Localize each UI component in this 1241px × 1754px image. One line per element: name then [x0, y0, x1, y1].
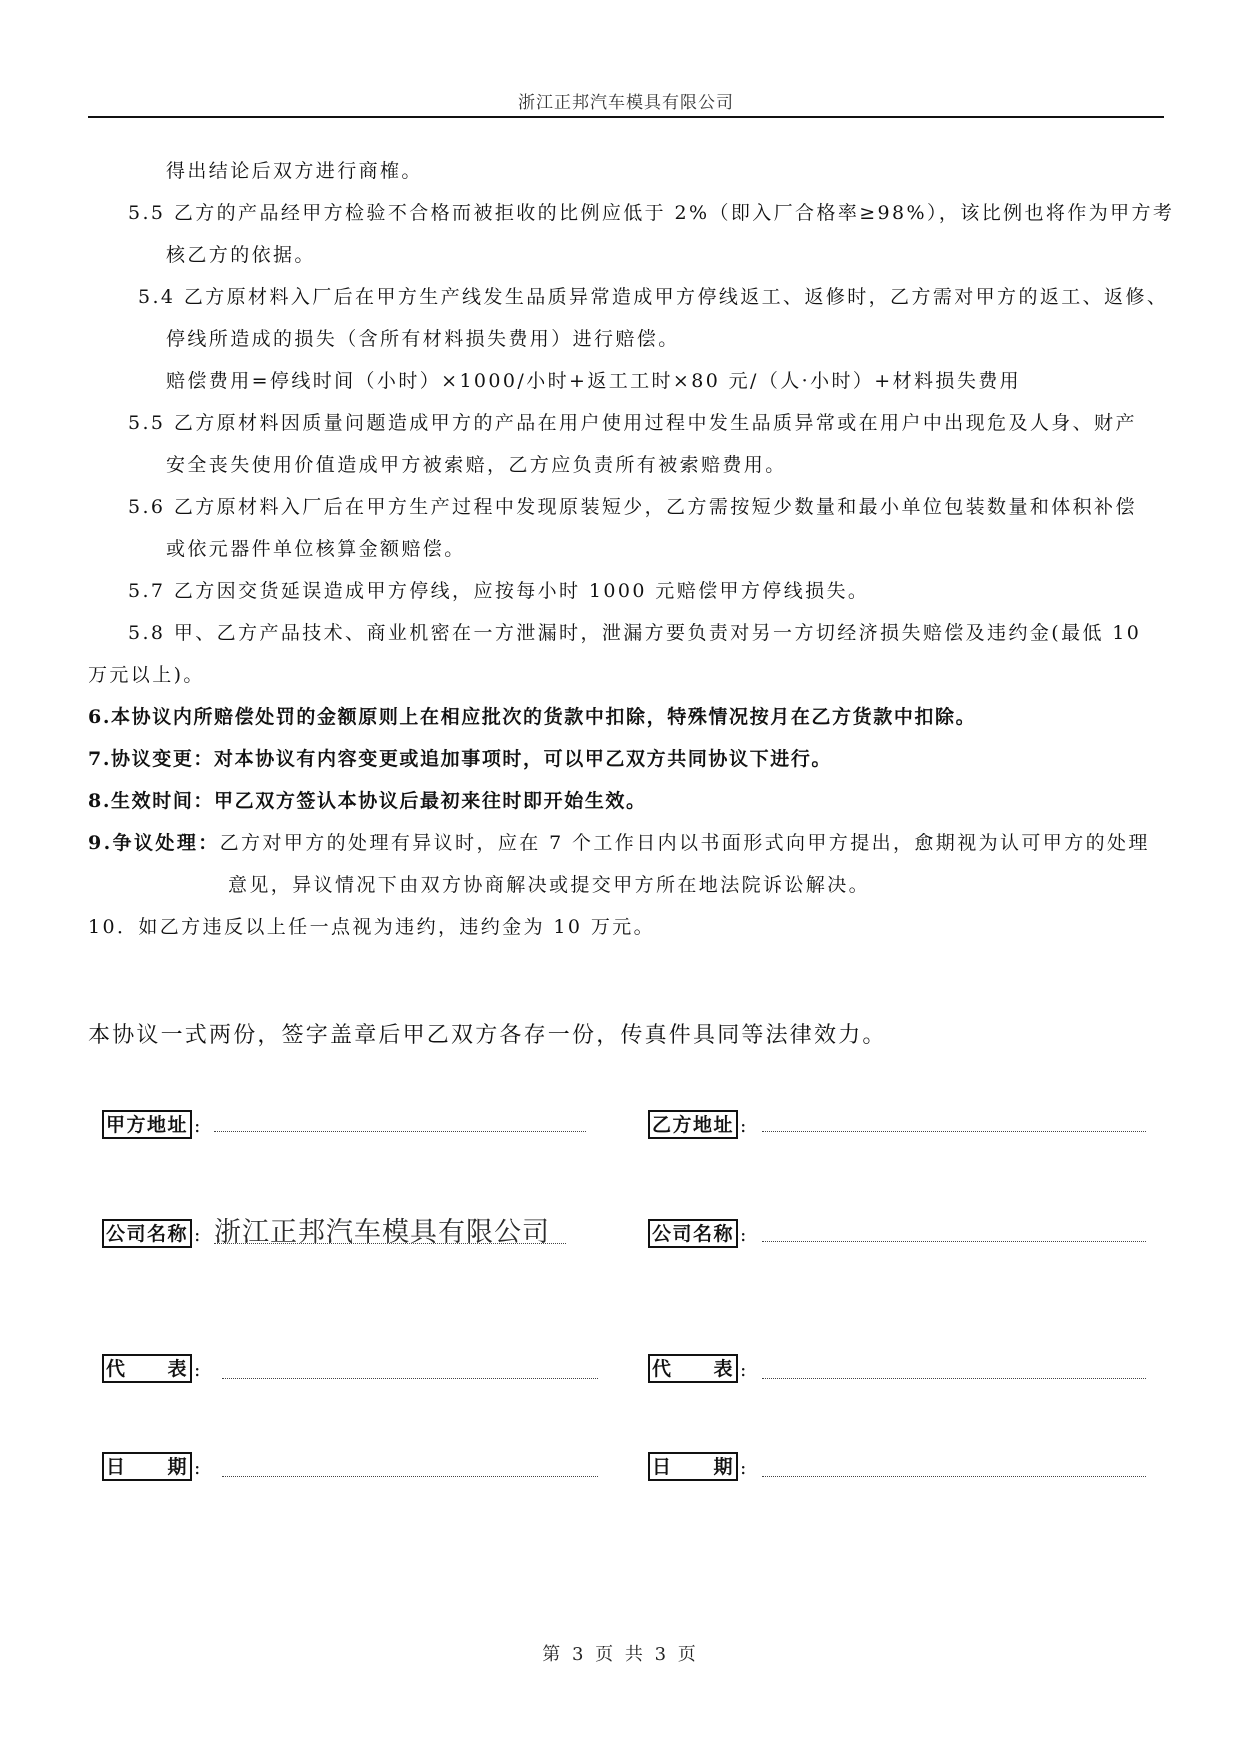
party-b-date-label: 日 期 — [648, 1452, 738, 1481]
party-a-address-line[interactable] — [214, 1131, 586, 1132]
party-b-company-line[interactable] — [762, 1241, 1146, 1242]
party-b-address-label: 乙方地址 — [648, 1110, 738, 1139]
clause-5-8-heading: 5.8 甲、乙方产品技术、商业机密在一方泄漏时，泄漏方要负责对另一方切经济损失赔偿及违约金(最低 10 — [128, 622, 1142, 644]
party-a-representative-label: 代 表 — [102, 1354, 192, 1383]
party-a-date-label: 日 期 — [102, 1452, 192, 1481]
colon: : — [194, 1224, 201, 1246]
party-b-address-line[interactable] — [762, 1131, 1146, 1132]
party-a-company-line[interactable] — [214, 1243, 566, 1244]
compensation-formula: 赔偿费用=停线时间（小时）×1000/小时+返工工时×80 元/（人·小时）+材料损失费用 — [166, 370, 1022, 392]
party-a-representative-line[interactable] — [222, 1378, 598, 1379]
clause-5-7: 5.7 乙方因交货延误造成甲方停线，应按每小时 1000 元赔偿甲方停线损失。 — [128, 580, 870, 602]
colon: : — [740, 1224, 747, 1246]
clause-5-5-heading: 5.5 乙方的产品经甲方检验不合格而被拒收的比例应低于 2%（即入厂合格率≥98%），该比例也将作为甲方考 — [128, 202, 1175, 224]
party-b-date-line[interactable] — [762, 1476, 1146, 1477]
clause-line: 万元以上)。 — [88, 664, 205, 686]
header-divider — [88, 116, 1164, 118]
clause-5-5b-heading: 5.5 乙方原材料因质量问题造成甲方的产品在用户使用过程中发生品质异常或在用户中出现危及人身、财产 — [128, 412, 1137, 434]
party-a-address-label: 甲方地址 — [102, 1110, 192, 1139]
clause-7: 7.协议变更：对本协议有内容变更或追加事项时，可以甲乙双方共同协议下进行。 — [88, 748, 833, 770]
colon: : — [194, 1359, 201, 1381]
colon: : — [194, 1115, 201, 1137]
clause-5-4-heading: 5.4 乙方原材料入厂后在甲方生产线发生品质异常造成甲方停线返工、返修时，乙方需对甲方的返工、返修、 — [138, 286, 1169, 308]
party-a-company-label: 公司名称 — [102, 1219, 192, 1248]
clause-5-6-heading: 5.6 乙方原材料入厂后在甲方生产过程中发现原装短少，乙方需按短少数量和最小单位包装数量和体积补偿 — [128, 496, 1137, 518]
party-a-company-name: 浙江正邦汽车模具有限公司 — [214, 1217, 550, 1248]
party-b-company-label: 公司名称 — [648, 1219, 738, 1248]
colon: : — [194, 1457, 201, 1479]
party-a-date-line[interactable] — [222, 1476, 598, 1477]
clause-line: 核乙方的依据。 — [166, 244, 316, 266]
page-number: 第 3 页 共 3 页 — [542, 1644, 699, 1665]
clause-8: 8.生效时间：甲乙双方签认本协议后最初来往时即开始生效。 — [88, 790, 647, 812]
colon: : — [740, 1359, 747, 1381]
agreement-statement: 本协议一式两份，签字盖章后甲乙双方各存一份，传真件具同等法律效力。 — [88, 1023, 887, 1048]
clause-6: 6.本协议内所赔偿处罚的金额原则上在相应批次的货款中扣除，特殊情况按月在乙方货款中扣除。 — [88, 706, 977, 728]
clause-9-heading — [88, 822, 1164, 864]
colon: : — [740, 1457, 747, 1479]
clause-10: 10．如乙方违反以上任一点视为违约，违约金为 10 万元。 — [88, 916, 656, 938]
clause-line: 意见，异议情况下由双方协商解决或提交甲方所在地法院诉讼解决。 — [228, 874, 871, 896]
colon: : — [740, 1115, 747, 1137]
document-header: 浙江正邦汽车模具有限公司 — [518, 93, 734, 113]
clause-line: 安全丧失使用价值造成甲方被索赔，乙方应负责所有被索赔费用。 — [166, 454, 787, 476]
party-b-representative-line[interactable] — [762, 1378, 1146, 1379]
clause-line: 得出结论后双方进行商榷。 — [166, 160, 423, 182]
clause-line: 停线所造成的损失（含所有材料损失费用）进行赔偿。 — [166, 328, 680, 350]
party-b-representative-label: 代 表 — [648, 1354, 738, 1383]
clause-9-label: 9.争议处理： — [88, 832, 220, 854]
clause-9-text: 乙方对甲方的处理有异议时，应在 7 个工作日内以书面形式向甲方提出，愈期视为认可甲方的处理 — [219, 832, 1150, 854]
clause-body — [88, 150, 1175, 948]
clause-line: 或依元器件单位核算金额赔偿。 — [166, 538, 466, 560]
